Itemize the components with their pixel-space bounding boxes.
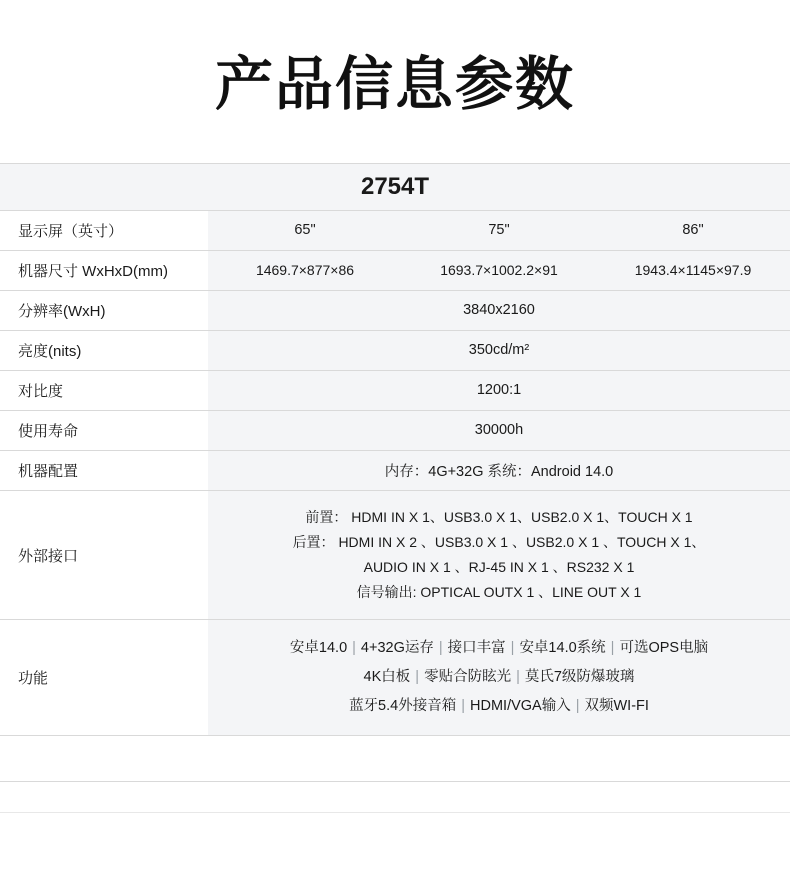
bottom-band: [0, 812, 790, 870]
feature-separator: |: [438, 640, 443, 657]
feature-separator: |: [610, 640, 615, 657]
features-line-1: [212, 634, 786, 663]
table-row: [0, 250, 790, 290]
row-label-brightness: 亮度(nits): [0, 330, 208, 370]
value-screen-75: 75": [402, 210, 596, 250]
feature-item: 零贴合防眩光: [424, 669, 512, 686]
value-lifespan: 30000h: [208, 410, 790, 450]
model-row: [0, 163, 790, 210]
value-screen-65: 65": [208, 210, 402, 250]
row-label-resolution: 分辨率(WxH): [0, 290, 208, 330]
value-contrast: 1200:1: [208, 370, 790, 410]
value-brightness: 350cd/m²: [208, 330, 790, 370]
table-row: [0, 290, 790, 330]
feature-separator: |: [415, 669, 420, 686]
value-features: [208, 620, 790, 736]
features-line-2: [212, 663, 786, 692]
table-row: [0, 370, 790, 410]
spacer-cell: [0, 736, 790, 782]
table-row-ports: [0, 490, 790, 620]
ports-line-rear-1: 后置： HDMI IN X 2 、USB3.0 X 1 、USB2.0 X 1 、TOUCH X 1、: [292, 533, 706, 550]
feature-separator: |: [516, 669, 520, 686]
table-row: [0, 450, 790, 490]
value-screen-86: 86": [596, 210, 790, 250]
value-ports: [208, 490, 790, 620]
value-resolution: 3840x2160: [208, 290, 790, 330]
ports-line-front: 前置： HDMI IN X 1、USB3.0 X 1、USB2.0 X 1、TOUCH X 1: [305, 508, 693, 525]
feature-item: 莫氏7级防爆玻璃: [524, 669, 635, 686]
table-row: [0, 410, 790, 450]
feature-item: 安卓14.0系统: [519, 640, 606, 657]
table-row: [0, 210, 790, 250]
ports-line-output: 信号输出: OPTICAL OUTX 1 、LINE OUT X 1: [356, 584, 642, 601]
feature-item: 接口丰富: [447, 640, 506, 657]
table-row-spacer: [0, 736, 790, 782]
row-label-features: 功能: [0, 620, 208, 736]
row-label-ports: 外部接口: [0, 490, 208, 620]
feature-item: HDMI/VGA输入: [470, 698, 571, 715]
table-row: [0, 330, 790, 370]
value-dimensions-86: 1943.4×1145×97.9: [596, 250, 790, 290]
row-label-contrast: 对比度: [0, 370, 208, 410]
value-dimensions-75: 1693.7×1002.2×91: [402, 250, 596, 290]
feature-item: 安卓14.0: [289, 640, 348, 657]
value-dimensions-65: 1469.7×877×86: [208, 250, 402, 290]
feature-separator: |: [575, 698, 580, 715]
row-label-lifespan: 使用寿命: [0, 410, 208, 450]
model-name: 2754T: [0, 163, 790, 210]
feature-item: 4K白板: [363, 669, 411, 686]
feature-item: 4+32G运存: [360, 640, 434, 657]
features-line-3: [212, 692, 786, 721]
page-title: 产品信息参数: [214, 52, 575, 117]
feature-separator: |: [510, 640, 515, 657]
row-label-configuration: 机器配置: [0, 450, 208, 490]
feature-separator: |: [461, 698, 466, 715]
table-row-features: [0, 620, 790, 736]
value-configuration: 内存：4G+32G 系统：Android 14.0: [208, 450, 790, 490]
feature-separator: |: [352, 640, 356, 657]
row-label-screen-size: 显示屏（英寸）: [0, 210, 208, 250]
feature-item: 双频WI-FI: [584, 698, 649, 715]
feature-item: 蓝牙5.4外接音箱: [349, 698, 457, 715]
row-label-dimensions: 机器尺寸 WxHxD(mm): [0, 250, 208, 290]
ports-line-rear-2: AUDIO IN X 1 、RJ-45 IN X 1 、RS232 X 1: [363, 559, 635, 576]
feature-item: 可选OPS电脑: [619, 640, 709, 657]
spec-table: [0, 163, 790, 783]
